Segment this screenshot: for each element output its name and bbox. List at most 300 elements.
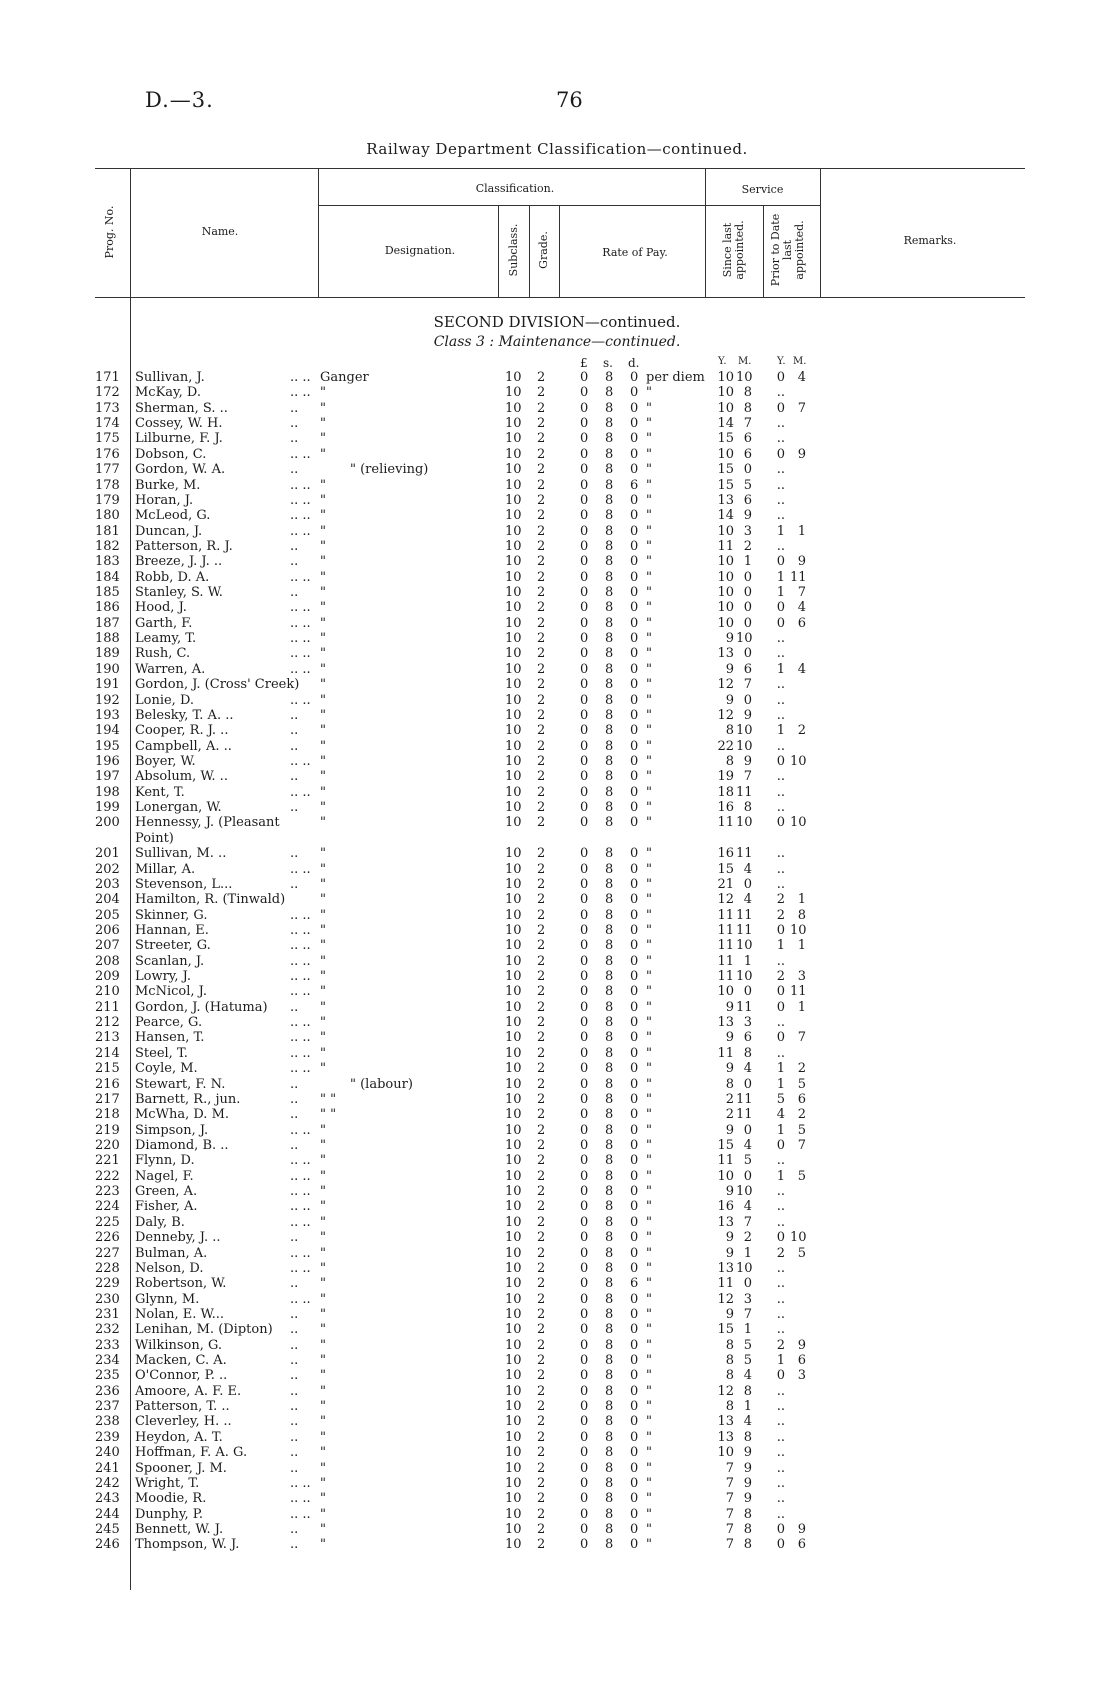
prog-no: 214 — [95, 1045, 120, 1061]
pay-pounds: 0 — [580, 1491, 589, 1507]
since-months: 8 — [743, 1429, 752, 1445]
pay-shillings: 8 — [605, 800, 614, 816]
since-months: 9 — [743, 508, 752, 524]
designation: " — [320, 1491, 326, 1507]
table-row — [0, 938, 1114, 953]
pay-period: " — [646, 738, 652, 754]
pay-period: " — [646, 1107, 652, 1123]
pay-pounds: 0 — [580, 1230, 589, 1246]
since-years: 15 — [717, 861, 734, 877]
subclass: 10 — [505, 1184, 522, 1200]
prior-months: 5 — [797, 1076, 806, 1092]
prior-years: 0 — [776, 554, 785, 570]
col-header-since: Since last appointed. — [721, 220, 746, 280]
since-years: 9 — [725, 999, 734, 1015]
employee-name: Glynn, M. — [135, 1291, 200, 1307]
since-months: 9 — [743, 707, 752, 723]
table-row — [0, 1246, 1114, 1261]
since-months: 3 — [743, 523, 752, 539]
grade: 2 — [537, 692, 546, 708]
pay-pence: 0 — [630, 1122, 639, 1138]
grade: 2 — [537, 1168, 546, 1184]
pay-period: " — [646, 554, 652, 570]
grade: 2 — [537, 1491, 546, 1507]
subclass: 10 — [505, 523, 522, 539]
subclass: 10 — [505, 646, 522, 662]
subclass: 10 — [505, 846, 522, 862]
designation: " — [320, 1445, 326, 1461]
pay-pence: 0 — [630, 1260, 639, 1276]
employee-name: Campbell, A. .. — [135, 738, 232, 754]
pay-pence: 0 — [630, 1245, 639, 1261]
grade: 2 — [537, 892, 546, 908]
subclass: 10 — [505, 385, 522, 401]
pay-pence: 0 — [630, 953, 639, 969]
pay-pence: 0 — [630, 892, 639, 908]
employee-name: Lowry, J. — [135, 969, 192, 985]
pay-pounds: 0 — [580, 492, 589, 508]
table-row — [0, 1461, 1114, 1476]
since-months: 11 — [736, 1107, 753, 1123]
pay-pounds: 0 — [580, 538, 589, 554]
pay-shillings: 8 — [605, 1475, 614, 1491]
grade: 2 — [537, 1045, 546, 1061]
designation: " — [320, 1368, 326, 1384]
employee-name: Green, A. — [135, 1184, 198, 1200]
subclass: 10 — [505, 692, 522, 708]
prior-years: .. — [776, 431, 785, 447]
pay-shillings: 8 — [605, 400, 614, 416]
leader-dots: .. .. — [290, 1475, 311, 1491]
pay-pence: 0 — [630, 1337, 639, 1353]
pay-shillings: 8 — [605, 370, 614, 385]
leader-dots: .. — [290, 1276, 299, 1292]
col-header-name: Name. — [201, 225, 239, 238]
designation: " (relieving) — [350, 462, 429, 478]
designation: " — [320, 1245, 326, 1261]
pay-shillings: 8 — [605, 1306, 614, 1322]
employee-name: Fisher, A. — [135, 1199, 198, 1215]
since-months: 7 — [743, 1214, 752, 1230]
grade: 2 — [537, 984, 546, 1000]
table-row — [0, 1307, 1114, 1322]
designation: " — [320, 1015, 326, 1031]
subclass: 10 — [505, 1199, 522, 1215]
since-months: 0 — [743, 1168, 752, 1184]
subclass: 10 — [505, 1383, 522, 1399]
since-months: 10 — [736, 815, 753, 831]
subclass: 10 — [505, 1429, 522, 1445]
since-years: 13 — [717, 492, 734, 508]
employee-name: Daly, B. — [135, 1214, 185, 1230]
leader-dots: .. .. — [290, 569, 311, 585]
table-row — [0, 646, 1114, 661]
leader-dots: .. .. — [290, 508, 311, 524]
subclass: 10 — [505, 431, 522, 447]
leader-dots: .. .. — [290, 370, 311, 385]
prior-months: 5 — [797, 1122, 806, 1138]
employee-name: Sullivan, M. .. — [135, 846, 227, 862]
since-years: 11 — [717, 969, 734, 985]
pay-pounds: 0 — [580, 999, 589, 1015]
prior-years: .. — [776, 1199, 785, 1215]
pay-pence: 0 — [630, 1230, 639, 1246]
grade: 2 — [537, 1061, 546, 1077]
prior-years: 1 — [776, 1061, 785, 1077]
prog-no: 202 — [95, 861, 120, 877]
subclass: 10 — [505, 538, 522, 554]
designation: " — [320, 1168, 326, 1184]
prior-years: .. — [776, 462, 785, 478]
prog-no: 229 — [95, 1276, 120, 1292]
pay-period: " — [646, 585, 652, 601]
prog-no: 235 — [95, 1368, 120, 1384]
since-years: 16 — [717, 1199, 734, 1215]
employee-name: Millar, A. — [135, 861, 196, 877]
table-row — [0, 370, 1114, 385]
since-years: 15 — [717, 477, 734, 493]
table-row — [0, 846, 1114, 861]
designation: " — [320, 492, 326, 508]
since-years: 12 — [717, 892, 734, 908]
subclass: 10 — [505, 769, 522, 785]
prog-no: 225 — [95, 1214, 120, 1230]
employee-name: Amoore, A. F. E. — [135, 1383, 242, 1399]
designation: " — [320, 615, 326, 631]
since-years: 15 — [717, 462, 734, 478]
subclass: 10 — [505, 1291, 522, 1307]
designation: " — [320, 600, 326, 616]
leader-dots: .. — [290, 1368, 299, 1384]
leader-dots: .. — [290, 1445, 299, 1461]
prior-years: .. — [776, 1153, 785, 1169]
pay-shillings: 8 — [605, 1091, 614, 1107]
unit-years-since: Y. — [718, 356, 727, 367]
pay-shillings: 8 — [605, 677, 614, 693]
since-years: 7 — [725, 1506, 734, 1522]
prior-years: .. — [776, 631, 785, 647]
grade: 2 — [537, 585, 546, 601]
leader-dots: .. .. — [290, 1245, 311, 1261]
employee-name: Coyle, M. — [135, 1061, 198, 1077]
pay-pence: 0 — [630, 646, 639, 662]
pay-pence: 0 — [630, 754, 639, 769]
table-row — [0, 1522, 1114, 1537]
pay-period: " — [646, 538, 652, 554]
leader-dots: .. — [290, 585, 299, 601]
pay-pence: 0 — [630, 400, 639, 416]
pay-shillings: 8 — [605, 1153, 614, 1169]
pay-shillings: 8 — [605, 1353, 614, 1369]
prior-months: 10 — [790, 754, 807, 769]
since-years: 9 — [725, 692, 734, 708]
prog-no: 187 — [95, 615, 120, 631]
since-years: 10 — [717, 1168, 734, 1184]
pay-pence: 0 — [630, 431, 639, 447]
pay-period: " — [646, 1353, 652, 1369]
pay-pence: 0 — [630, 569, 639, 585]
pay-pence: 0 — [630, 661, 639, 677]
grade: 2 — [537, 861, 546, 877]
prog-no: 246 — [95, 1537, 120, 1553]
prog-no: 177 — [95, 462, 120, 478]
leader-dots: .. .. — [290, 1184, 311, 1200]
prog-no: 184 — [95, 569, 120, 585]
table-row — [0, 1537, 1114, 1552]
designation: " " — [320, 1107, 337, 1123]
subclass: 10 — [505, 508, 522, 524]
since-years: 7 — [725, 1537, 734, 1553]
designation: " — [320, 1399, 326, 1415]
employee-name: Hood, J. — [135, 600, 187, 616]
grade: 2 — [537, 1107, 546, 1123]
grade: 2 — [537, 1276, 546, 1292]
grade: 2 — [537, 554, 546, 570]
pay-shillings: 8 — [605, 1399, 614, 1415]
grade: 2 — [537, 738, 546, 754]
pay-period: " — [646, 1491, 652, 1507]
designation: " — [320, 815, 326, 831]
pay-period: " — [646, 1076, 652, 1092]
subclass: 10 — [505, 800, 522, 816]
prior-years: .. — [776, 1414, 785, 1430]
since-months: 0 — [743, 615, 752, 631]
subclass: 10 — [505, 462, 522, 478]
pay-pence: 0 — [630, 723, 639, 739]
page-title: Railway Department Classification—continued. — [366, 140, 748, 158]
grade: 2 — [537, 999, 546, 1015]
designation: " — [320, 585, 326, 601]
employee-name: Horan, J. — [135, 492, 194, 508]
col-header-classification: Classification. — [475, 182, 555, 195]
pay-pence: 0 — [630, 615, 639, 631]
unit-shillings: s. — [603, 356, 613, 370]
subclass: 10 — [505, 370, 522, 385]
prior-years: .. — [776, 1291, 785, 1307]
employee-name: Leamy, T. — [135, 631, 197, 647]
subclass: 10 — [505, 1414, 522, 1430]
grade: 2 — [537, 416, 546, 432]
employee-name: Dobson, C. — [135, 446, 207, 462]
prior-years: .. — [776, 416, 785, 432]
prior-months: 7 — [797, 585, 806, 601]
pay-pence: 0 — [630, 1399, 639, 1415]
prior-months: 5 — [797, 1245, 806, 1261]
grade: 2 — [537, 1091, 546, 1107]
prior-months: 4 — [797, 370, 806, 385]
table-row — [0, 1445, 1114, 1460]
employee-name: Cooper, R. J. .. — [135, 723, 229, 739]
prog-no: 197 — [95, 769, 120, 785]
pay-shillings: 8 — [605, 769, 614, 785]
pay-period: " — [646, 861, 652, 877]
table-row — [0, 478, 1114, 493]
prior-years: 2 — [776, 969, 785, 985]
prog-no: 181 — [95, 523, 120, 539]
pay-period: " — [646, 1199, 652, 1215]
pay-pounds: 0 — [580, 938, 589, 954]
pay-pence: 0 — [630, 938, 639, 954]
leader-dots: .. .. — [290, 969, 311, 985]
pay-pounds: 0 — [580, 953, 589, 969]
pay-pounds: 0 — [580, 1368, 589, 1384]
pay-period: " — [646, 677, 652, 693]
since-years: 9 — [725, 1061, 734, 1077]
prog-no: 190 — [95, 661, 120, 677]
designation: " — [320, 646, 326, 662]
designation: " — [320, 1061, 326, 1077]
prog-no: 242 — [95, 1475, 120, 1491]
pay-pounds: 0 — [580, 431, 589, 447]
col-rule-grade — [559, 205, 560, 298]
pay-shillings: 8 — [605, 907, 614, 923]
designation: " — [320, 1276, 326, 1292]
prog-no: 216 — [95, 1076, 120, 1092]
pay-period: " — [646, 1429, 652, 1445]
prior-years: 0 — [776, 600, 785, 616]
pay-pounds: 0 — [580, 1429, 589, 1445]
col-rule-name — [318, 168, 319, 298]
designation: " — [320, 385, 326, 401]
since-months: 8 — [743, 800, 752, 816]
designation: " — [320, 861, 326, 877]
pay-period: " — [646, 800, 652, 816]
employee-name: Cossey, W. H. — [135, 416, 223, 432]
subclass: 10 — [505, 1091, 522, 1107]
pay-shillings: 8 — [605, 1122, 614, 1138]
pay-pounds: 0 — [580, 1306, 589, 1322]
since-years: 11 — [717, 538, 734, 554]
designation: " — [320, 1214, 326, 1230]
since-months: 10 — [736, 723, 753, 739]
pay-pence: 0 — [630, 1061, 639, 1077]
since-years: 10 — [717, 446, 734, 462]
table-row — [0, 508, 1114, 523]
grade: 2 — [537, 754, 546, 769]
subclass: 10 — [505, 1015, 522, 1031]
prog-no: 245 — [95, 1522, 120, 1537]
designation: " — [320, 1122, 326, 1138]
pay-shillings: 8 — [605, 754, 614, 769]
employee-name: Sherman, S. .. — [135, 400, 228, 416]
pay-period: " — [646, 523, 652, 539]
prog-no: 180 — [95, 508, 120, 524]
since-months: 4 — [743, 1138, 752, 1153]
since-months: 4 — [743, 892, 752, 908]
since-months: 10 — [736, 1184, 753, 1200]
table-row — [0, 616, 1114, 631]
leader-dots: .. — [290, 416, 299, 432]
pay-pounds: 0 — [580, 922, 589, 938]
grade: 2 — [537, 1383, 546, 1399]
pay-pence: 0 — [630, 585, 639, 601]
table-row — [0, 984, 1114, 999]
prog-no: 240 — [95, 1445, 120, 1461]
since-months: 10 — [736, 738, 753, 754]
prior-months: 6 — [797, 1353, 806, 1369]
pay-pence: 0 — [630, 800, 639, 816]
leader-dots: .. .. — [290, 784, 311, 800]
since-months: 0 — [743, 692, 752, 708]
pay-pounds: 0 — [580, 1414, 589, 1430]
grade: 2 — [537, 769, 546, 785]
pay-pounds: 0 — [580, 554, 589, 570]
pay-shillings: 8 — [605, 1460, 614, 1476]
grade: 2 — [537, 1214, 546, 1230]
table-row — [0, 1414, 1114, 1429]
since-years: 12 — [717, 1291, 734, 1307]
since-years: 2 — [725, 1091, 734, 1107]
prog-no: 194 — [95, 723, 120, 739]
leader-dots: .. .. — [290, 1168, 311, 1184]
pay-pence: 0 — [630, 1168, 639, 1184]
designation: " — [320, 846, 326, 862]
leader-dots: .. — [290, 738, 299, 754]
designation: " " — [320, 1091, 337, 1107]
prior-years: .. — [776, 1445, 785, 1461]
prog-no: 186 — [95, 600, 120, 616]
prior-months: 4 — [797, 600, 806, 616]
leader-dots: .. .. — [290, 1491, 311, 1507]
prior-months: 9 — [797, 554, 806, 570]
prog-no: 231 — [95, 1306, 120, 1322]
employee-name: Hamilton, R. (Tinwald) — [135, 892, 286, 908]
col-rule-since — [763, 205, 764, 298]
prior-years: 1 — [776, 523, 785, 539]
col-header-grade: Grade. — [537, 231, 550, 269]
pay-period: " — [646, 1414, 652, 1430]
pay-pounds: 0 — [580, 800, 589, 816]
table-row — [0, 677, 1114, 692]
pay-period: " — [646, 1383, 652, 1399]
pay-pounds: 0 — [580, 1522, 589, 1537]
pay-period: " — [646, 1214, 652, 1230]
subclass: 10 — [505, 492, 522, 508]
employee-name: Gordon, J. (Hatuma) — [135, 999, 268, 1015]
designation: " — [320, 754, 326, 769]
table-row — [0, 1061, 1114, 1076]
since-months: 8 — [743, 400, 752, 416]
pay-shillings: 8 — [605, 1230, 614, 1246]
pay-shillings: 8 — [605, 1138, 614, 1153]
pay-pounds: 0 — [580, 523, 589, 539]
prior-years: .. — [776, 876, 785, 892]
table-row — [0, 1230, 1114, 1245]
prior-years: .. — [776, 800, 785, 816]
employee-name: Garth, F. — [135, 615, 193, 631]
subclass: 10 — [505, 416, 522, 432]
since-years: 7 — [725, 1522, 734, 1537]
prior-years: .. — [776, 1506, 785, 1522]
pay-pence: 0 — [630, 1506, 639, 1522]
pay-shillings: 8 — [605, 569, 614, 585]
table-row — [0, 769, 1114, 784]
table-row — [0, 1169, 1114, 1184]
table-row — [0, 631, 1114, 646]
subclass: 10 — [505, 1214, 522, 1230]
grade: 2 — [537, 707, 546, 723]
subclass: 10 — [505, 1353, 522, 1369]
pay-pounds: 0 — [580, 846, 589, 862]
grade: 2 — [537, 569, 546, 585]
leader-dots: .. .. — [290, 754, 311, 769]
since-years: 9 — [725, 1122, 734, 1138]
prior-months: 3 — [797, 969, 806, 985]
prior-years: .. — [776, 707, 785, 723]
designation: " — [320, 892, 326, 908]
prior-years: 1 — [776, 585, 785, 601]
leader-dots: .. .. — [290, 1506, 311, 1522]
